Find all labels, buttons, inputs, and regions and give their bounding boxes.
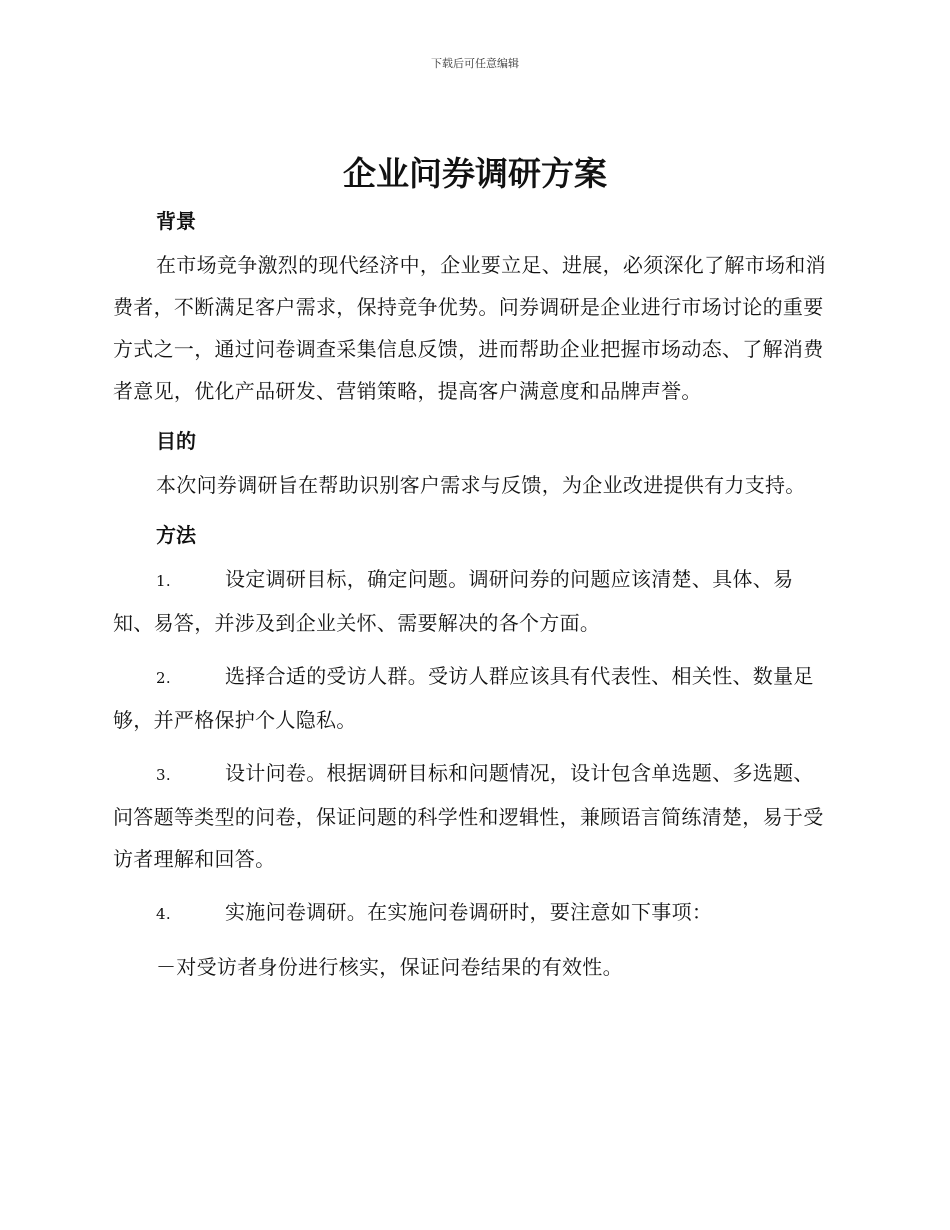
method-list-item — [113, 891, 833, 935]
list-number: 1. — [156, 572, 171, 590]
list-number: 2. — [156, 669, 171, 687]
section-heading-purpose: 目的 — [156, 429, 196, 453]
method-list-item — [113, 752, 833, 880]
section-heading-background: 背景 — [156, 209, 196, 233]
document-title: 企业问券调研方案 — [343, 154, 607, 193]
list-item-text: 选择合适的受访人群。受访人群应该具有代表性、相关性、数量足够，并严格保护个人隐私。 — [113, 664, 814, 732]
method-list-item — [113, 558, 833, 644]
purpose-paragraph: 本次问券调研旨在帮助识别客户需求与反馈，为企业改进提供有力支持。 — [156, 473, 806, 497]
section-heading-method: 方法 — [156, 523, 196, 547]
list-number: 3. — [156, 766, 171, 784]
list-item-text: 实施问卷调研。在实施问卷调研时，要注意如下事项： — [225, 900, 713, 924]
background-paragraph: 在市场竞争激烈的现代经济中，企业要立足、进展，必须深化了解市场和消费者，不断满足客户需求，保持竞争优势。问券调研是企业进行市场讨论的重要方式之一，通过问卷调查采集信息反馈，进而帮助企业把握市场动态、了解消费者意见，优化产品研发、营销策略，提高客户满意度和品牌声誉。 — [113, 253, 826, 403]
list-item-text: 设定调研目标，确定问题。调研问券的问题应该清楚、具体、易知、易答，并涉及到企业关怀、需要解决的各个方面。 — [113, 567, 794, 635]
document-body — [113, 200, 833, 988]
header-note: 下载后可任意编辑 — [431, 57, 519, 70]
method-list-item — [113, 655, 833, 741]
dash-list-item: －对受访者身份进行核实，保证问卷结果的有效性。 — [156, 955, 623, 979]
list-item-text: 设计问卷。根据调研目标和问题情况，设计包含单选题、多选题、问答题等类型的问卷，保证问题的科学性和逻辑性，兼顾语言简练清楚，易于受访者理解和回答。 — [113, 761, 824, 871]
list-number: 4. — [156, 905, 171, 923]
